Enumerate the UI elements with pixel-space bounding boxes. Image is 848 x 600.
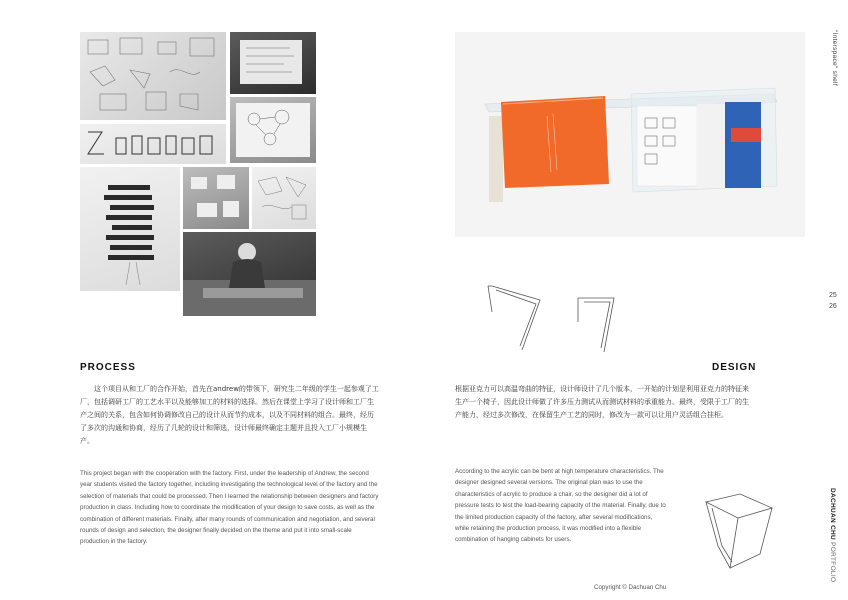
photo-models-on-table (183, 167, 249, 229)
photo-whiteboard-diagram (230, 97, 316, 163)
photo-designer-at-workbench (183, 232, 316, 316)
portfolio-word: PORTFOLIO (829, 542, 836, 583)
design-text-english: According to the acrylic can be bent at high temperature characteristics. The designer designed several versions. The original plan was to use the characteristics of acrylic to produce a chair, so the designer did a lot of pressure tests to test the load-bearing capacity of the material. Finally, due to the limited production capacity of the factory, after several modifications, while retaining the production process, it was modified into a flexible combination of hanging cabinets for users. (455, 468, 666, 544)
photo-acrylic-shelves-on-wall (455, 32, 805, 237)
photo-sketch-models-strip (80, 124, 226, 164)
process-heading: PROCESS (80, 362, 136, 373)
photo-chair-stack-model (80, 167, 180, 291)
process-text-english: This project began with the cooperation with the factory. First, under the leadership of Andrew, the second year students visited the factory together, including investigating the technological level of the factory and the selection of materials that could be processed. Then I learned the relationship between designers and factory production in class. Including how to coordinate the modification of your design to save costs, as well as the combination of different materials. Finally, after many rounds of communication and negotiation, and several rounds of design and selection, the designer finally decided on the theme and put it into small-scale production in the factory. (80, 470, 379, 546)
shelf-side-profile-drawing-1 (484, 282, 544, 354)
vertical-portfolio-label (829, 488, 836, 582)
photo-whiteboard-sketches (80, 32, 226, 120)
design-text-chinese: 根据亚克力可以高温弯曲的特征，设计师设计了几个版本，一开始的计划是利用亚克力的特征来生产一个椅子，因此设计师做了许多压力测试从而测试材料的承重能力。最终，受限于工厂的生产能力，经过多次修改，在保留生产工艺的同时，修改为一款可以让用户灵活组合挂柜。 (455, 385, 749, 419)
design-heading: DESIGN (712, 362, 757, 373)
photo-presentation-board (230, 32, 316, 94)
vertical-project-title: "Interspace" shelf (831, 30, 838, 86)
page-number-left: 25 (829, 292, 837, 299)
process-text-chinese: 这个项目从和工厂的合作开始，首先在andrew的带领下，研究生二年级的学生一起参观了工厂，包括调研工厂的工艺水平以及能够加工的材料的选择。然后在课堂上学习了设计师和工厂生产之间的关系，包含如何协调修改自己的设计从而节约成本，以及不同材料的组合。最终，经历了多次的沟通和协商，经历了几轮的设计和筛选，设计师最终确定主题并且投入工厂小规模生产。 (80, 385, 379, 445)
author-name: DACHUAN CHU (829, 488, 836, 541)
shelf-side-profile-drawing-2 (574, 294, 622, 356)
copyright-notice: Copyright © Dachuan Chu (594, 584, 667, 591)
shelf-perspective-drawing (700, 490, 774, 572)
page-number-right: 26 (829, 303, 837, 310)
photo-sketch-paper (252, 167, 316, 229)
